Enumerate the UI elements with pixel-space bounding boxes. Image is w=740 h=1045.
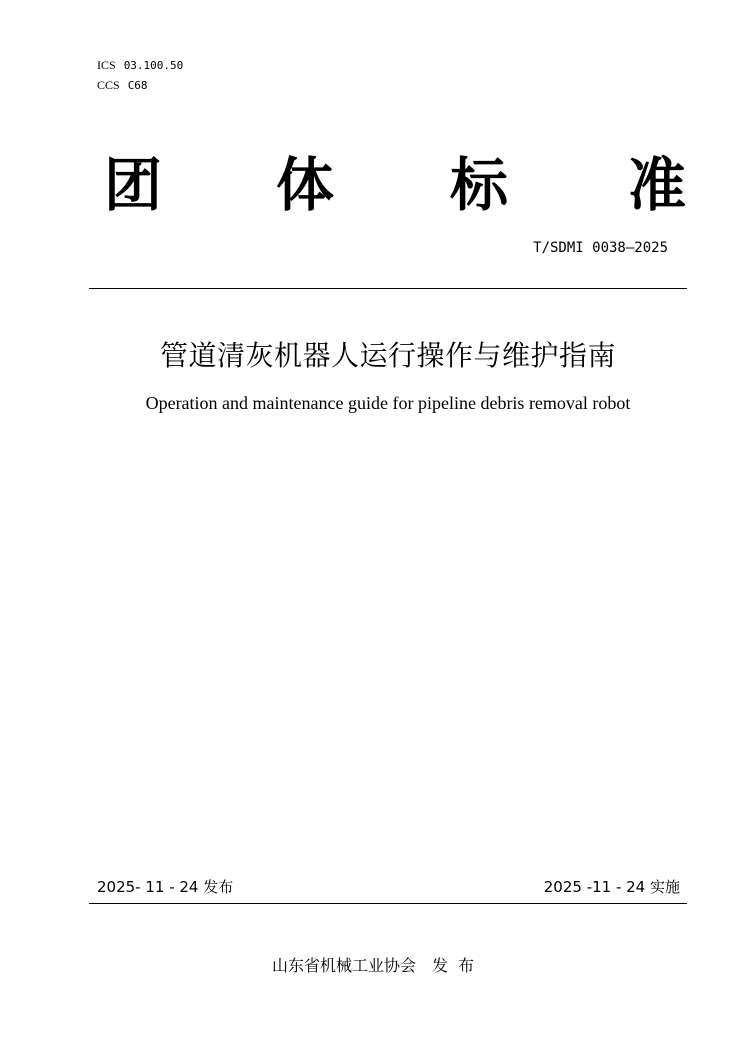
- document-title-chinese: 管道清灰机器人运行操作与维护指南: [159, 339, 616, 372]
- ccs-classification: [97, 78, 148, 93]
- ics-code: 03.100.50: [123, 59, 184, 72]
- standard-number: T/SDMI 0038—2025: [533, 240, 668, 256]
- publisher-name: 山东省机械工业协会: [271, 956, 416, 975]
- ics-label: ICS: [97, 58, 116, 72]
- standard-type-char: 标: [450, 151, 509, 219]
- top-divider: [89, 288, 687, 289]
- ics-classification: [97, 58, 183, 73]
- ccs-code: C68: [127, 79, 148, 92]
- implementation-date: 2025 -11 - 24 实施: [543, 878, 680, 896]
- standard-type-char: 准: [628, 151, 687, 219]
- ccs-label: CCS: [97, 78, 120, 92]
- standard-type-char: 体: [276, 151, 335, 219]
- publish-date: 2025- 11 - 24 发布: [97, 878, 234, 896]
- standard-type-heading: [0, 150, 740, 220]
- standard-type-char: 团: [104, 151, 163, 219]
- document-title-english: Operation and maintenance guide for pipeline debris removal robot: [145, 393, 631, 413]
- publisher-line: [0, 955, 740, 977]
- publisher-action: 发布: [432, 956, 485, 975]
- bottom-divider: [89, 903, 687, 904]
